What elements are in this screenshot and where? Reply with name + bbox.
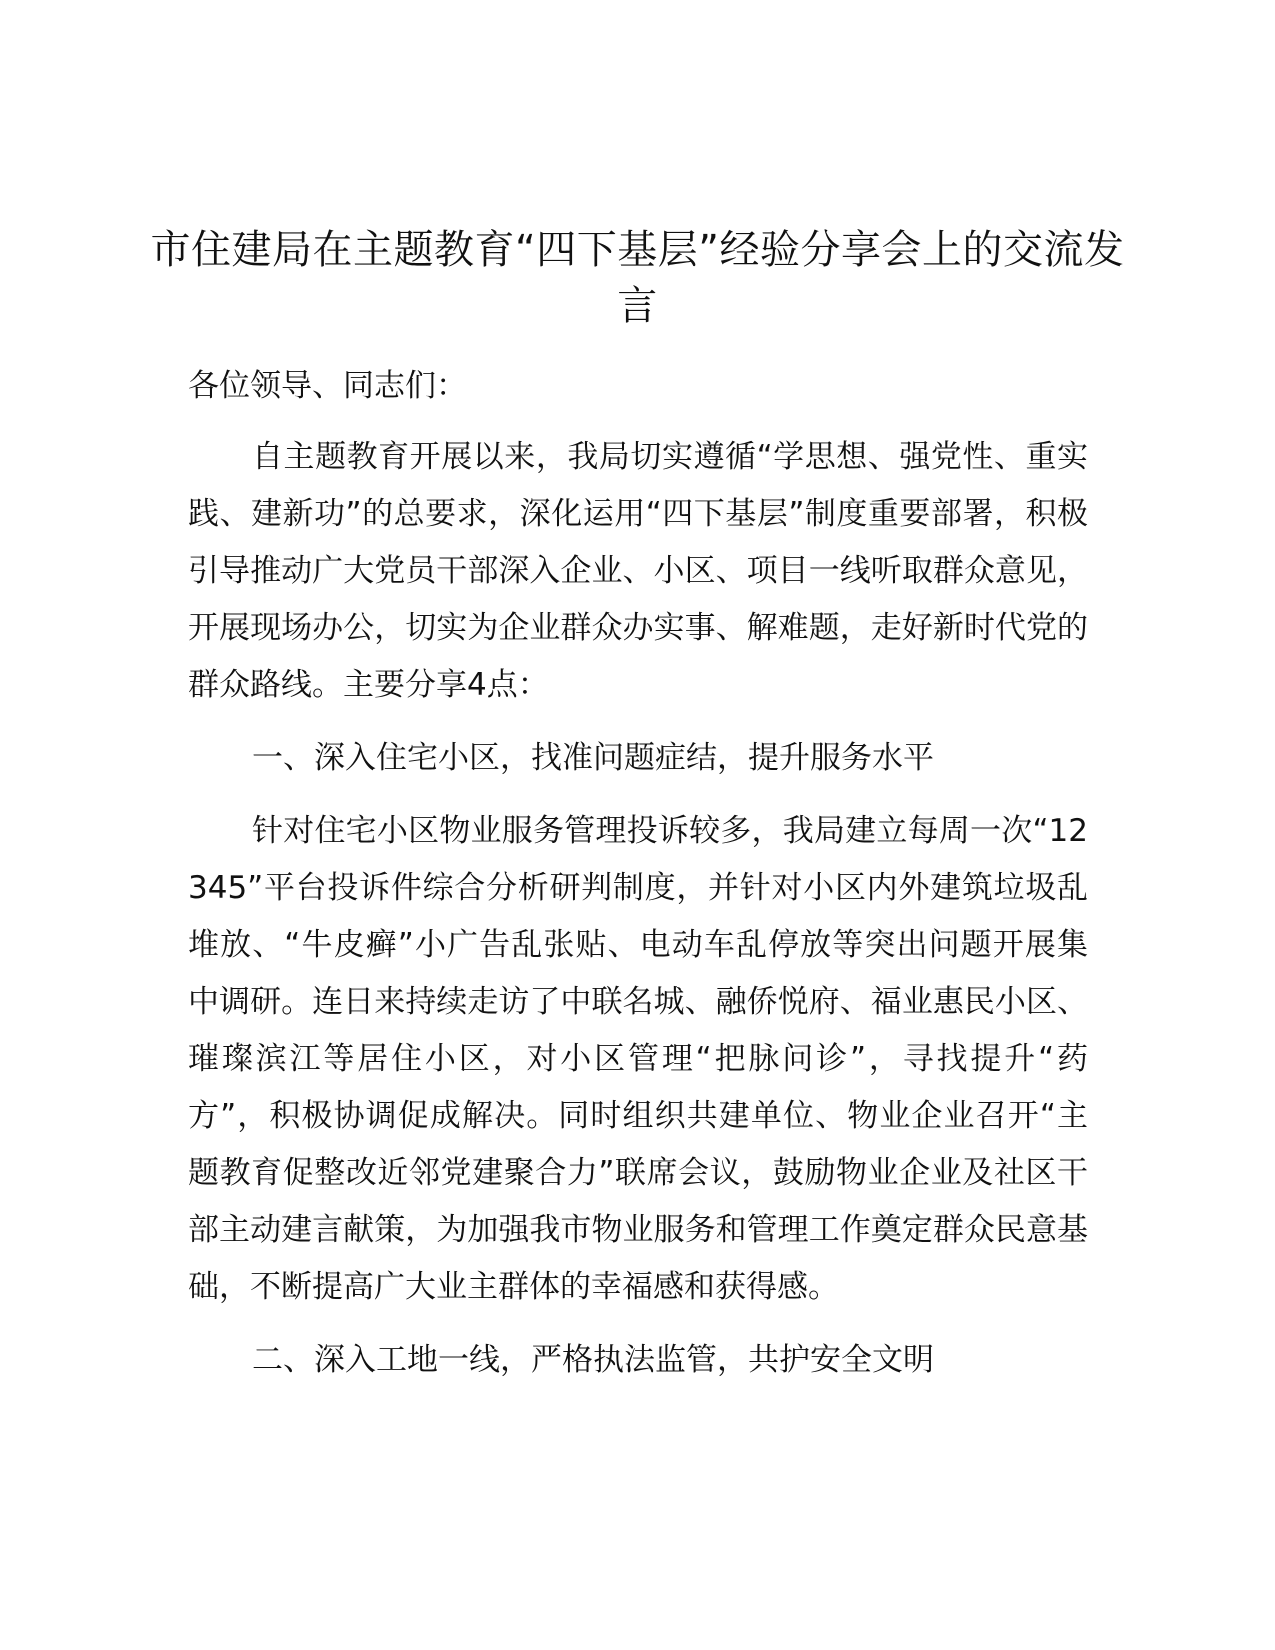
salutation: 各位领导、同志们：: [188, 368, 467, 404]
document-title: 市住建局在主题教育“四下基层”经验分享会上的交流发言: [150, 227, 1125, 329]
document-body: [188, 358, 1088, 1389]
section-heading-1: 一、深入住宅小区，找准问题症结，提升服务水平: [252, 740, 934, 776]
section-1-paragraph: 针对住宅小区物业服务管理投诉较多，我局建立每周一次“12345”平台投诉件综合分析研判制度，并针对小区内外建筑垃圾乱堆放、“牛皮癣”小广告乱张贴、电动车乱停放等突出问题开展集中调研。连日来持续走访了中联名城、融侨悦府、福业惠民小区、璀璨滨江等居住小区，对小区管理“把脉问诊”，寻找提升“药方”，积极协调促成解决。同时组织共建单位、物业企业召开“主题教育促整改近邻党建聚合力”联席会议，鼓励物业企业及社区干部主动建言献策，为加强我市物业服务和管理工作奠定群众民意基础，不断提高广大业主群体的幸福感和获得感。: [188, 813, 1088, 1305]
intro-paragraph: 自主题教育开展以来，我局切实遵循“学思想、强党性、重实践、建新功”的总要求，深化运用“四下基层”制度重要部署，积极引导推动广大党员干部深入企业、小区、项目一线听取群众意见，开展现场办公，切实为企业群众办实事、解难题，走好新时代党的群众路线。主要分享4点：: [188, 439, 1088, 703]
section-heading-2: 二、深入工地一线，严格执法监管，共护安全文明: [252, 1342, 934, 1378]
